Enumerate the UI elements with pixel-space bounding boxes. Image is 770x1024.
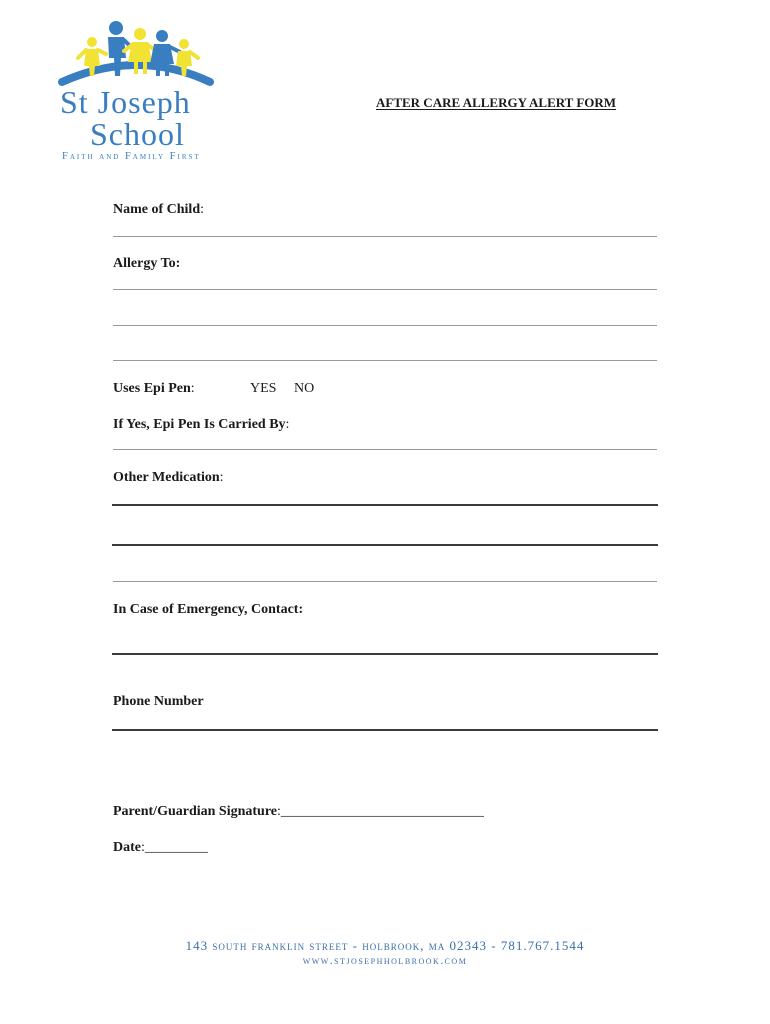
signature-text: Parent/Guardian Signature	[113, 804, 278, 819]
date-field[interactable]	[113, 840, 208, 856]
date-text: Date	[113, 840, 141, 855]
logo-line1: St Joseph	[60, 84, 191, 120]
epi-carried-label: If Yes, Epi Pen Is Carried By:	[113, 417, 290, 432]
emergency-contact-label	[113, 602, 303, 618]
name-of-child-label: Name of Child:	[113, 202, 205, 217]
other-medication-line-2[interactable]	[112, 544, 658, 546]
epi-yes-option[interactable]: YES	[250, 381, 277, 396]
emergency-contact-text: In Case of Emergency, Contact:	[113, 602, 304, 617]
other-medication-line-1[interactable]	[112, 504, 658, 506]
phone-number-label	[113, 694, 204, 710]
epi-carried-text: If Yes, Epi Pen Is Carried By	[113, 417, 286, 432]
allergy-text: Allergy To:	[113, 256, 181, 271]
epi-no-option[interactable]: NO	[294, 381, 315, 396]
logo-tagline: Faith and Family First	[62, 151, 201, 162]
epi-pen-text: Uses Epi Pen	[113, 381, 191, 396]
other-medication-line-3[interactable]	[113, 581, 657, 582]
name-of-child-line[interactable]	[113, 236, 657, 237]
emergency-contact-line[interactable]	[112, 653, 658, 655]
name-of-child-text: Name of Child	[113, 202, 201, 217]
logo-line2: School	[90, 116, 185, 152]
phone-number-line[interactable]	[112, 729, 658, 731]
epi-carried-line[interactable]	[113, 449, 657, 450]
school-logo	[58, 18, 218, 166]
signature-blank[interactable]: :_____________________________	[277, 804, 484, 819]
signature-field[interactable]	[113, 804, 484, 820]
phone-number-text: Phone Number	[113, 694, 204, 709]
allergy-line-3[interactable]	[113, 360, 657, 361]
date-blank[interactable]: :_________	[141, 840, 208, 855]
children-figures-icon	[58, 18, 218, 88]
footer-website: www.stjosephholbrook.com	[302, 955, 468, 967]
allergy-label	[113, 256, 180, 272]
other-medication-label: Other Medication:	[113, 470, 224, 485]
allergy-line-1[interactable]	[113, 289, 657, 290]
form-title: AFTER CARE ALLERGY ALERT FORM	[376, 95, 617, 110]
footer-address: 143 south franklin street - holbrook, ma 02343 - 781.767.1544	[185, 938, 585, 953]
other-medication-text: Other Medication	[113, 470, 220, 485]
allergy-line-2[interactable]	[113, 325, 657, 326]
epi-pen-label: Uses Epi Pen:	[113, 381, 195, 396]
